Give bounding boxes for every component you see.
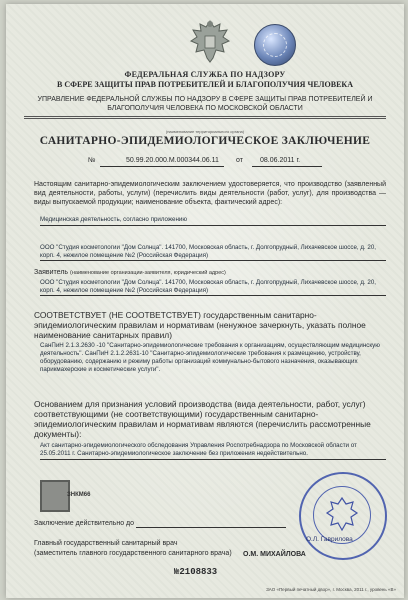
date-prefix: от <box>236 157 243 164</box>
number-prefix: № <box>88 157 96 164</box>
document-number: 50.99.20.000.М.000344.06.11 <box>126 157 219 164</box>
form-serial-number: №2108833 <box>174 567 218 577</box>
document-title: САНИТАРНО-ЭПИДЕМИОЛОГИЧЕСКОЕ ЗАКЛЮЧЕНИЕ <box>39 135 371 147</box>
signer-name: О.М. МИХАЙЛОВА <box>243 551 306 558</box>
agency-name-line2: В СФЕРЕ ЗАЩИТЫ ПРАВ ПОТРЕБИТЕЛЕЙ И БЛАГОПОЛУЧИЯ ЧЕЛОВЕКА <box>57 80 353 89</box>
coat-of-arms-icon <box>187 18 233 66</box>
compliance-text: СООТВЕТСТВУЕТ (НЕ СООТВЕТСТВУЕТ) государственным санитарно-эпидемиологическим правилам и нормативам (ненужное зачеркнуть, указать полное наименование санитарных правил) <box>34 310 366 340</box>
sanitary-rules: СанПиН 2.1.3.2630 -10 "Санитарно-эпидемиологические требования к организациям, осуществляющим медицинскую деятельность". СанПиН 2.1.2.2631-10 "Санитарно-эпидемиологические требования к размещению, устройству, оборудованию, содержанию и режиму работы организаций коммунально-бытового назначения, оказывающих парикмахерские и косметические услуги". <box>40 342 380 373</box>
basis-text: Основанием для признания условий производства (вида деятельности, работ, услуг) соответствующими (не соответствующими) государственным санитарно-эпидемиологическим правилам и нормативам являются (перечислить рассмотренные документы): <box>34 399 371 439</box>
agency-name-line1: ФЕДЕРАЛЬНАЯ СЛУЖБА ПО НАДЗОРУ <box>124 70 286 79</box>
applicant-value: ООО "Студия косметологии "Дом Солнца". 141700, Московская область, г. Долгопрудный, Лихачевское шоссе, д. 20, корп. 4, нежилое помещение №2 (Российская Федерация) <box>40 279 376 294</box>
seal-emblem-icon <box>325 496 359 534</box>
certificate-sheet <box>6 4 404 598</box>
date-underline <box>252 166 322 167</box>
signer-subtitle: (заместитель главного государственного санитарного врача) <box>34 550 232 557</box>
intro-text: Настоящим санитарно-эпидемиологическим заключением удостоверяется, что производство (заявленный вид деятельности, работы, услуги) (перечислить виды деятельности (работ, услуг), для производства — виды выпускаемой продукции; наименование объекта, фактический адрес): <box>34 181 386 206</box>
activity-value: Медицинская деятельность, согласно приложению <box>40 216 187 223</box>
official-seal <box>299 472 387 560</box>
document-date: 08.06.2011 г. <box>260 157 301 164</box>
basis-documents: Акт санитарно-эпидемиологического обследования Управления Роспотребнадзора по Московской области от 25.05.2011 г. Санитарно-эпидемиологическое заключение без приложения недействительно. <box>40 442 357 457</box>
department-name: УПРАВЛЕНИЕ ФЕДЕРАЛЬНОЙ СЛУЖБЫ ПО НАДЗОРУ В СФЕРЕ ЗАЩИТЫ ПРАВ ПОТРЕБИТЕЛЕЙ И БЛАГОПОЛУЧИЯ ЧЕЛОВЕКА ПО МОСКОВСКОЙ ОБЛАСТИ <box>37 96 373 112</box>
applicant-row <box>34 268 386 277</box>
stamp-code: ЗНКМ66 <box>67 492 91 498</box>
hologram-sticker <box>254 24 296 66</box>
divider <box>24 116 386 117</box>
validity-text: Заключение действительно до <box>34 520 135 527</box>
applicant-caption: (наименование организации-заявителя, юридический адрес) <box>70 270 226 276</box>
divider <box>24 118 386 119</box>
object-address: ООО "Студия косметологии "Дом Солнца". 141700, Московская область, г. Долгопрудный, Лихачевское шоссе, д. 20, корп. 4, нежилое помещение №2 (Российская Федерация) <box>40 244 376 259</box>
signer-title: Главный государственный санитарный врач <box>34 540 178 547</box>
printer-info: ЗАО «Первый печатный двор», г. Москва, 2011 г., уровень «В» <box>266 587 396 592</box>
department-caption: (наименование территориального органа) <box>165 129 245 134</box>
number-underline <box>100 166 224 167</box>
applicant-label: Заявитель <box>34 269 69 276</box>
seal-signer: О.Л. Гаврилова <box>306 536 353 543</box>
stamp-square <box>40 480 70 512</box>
